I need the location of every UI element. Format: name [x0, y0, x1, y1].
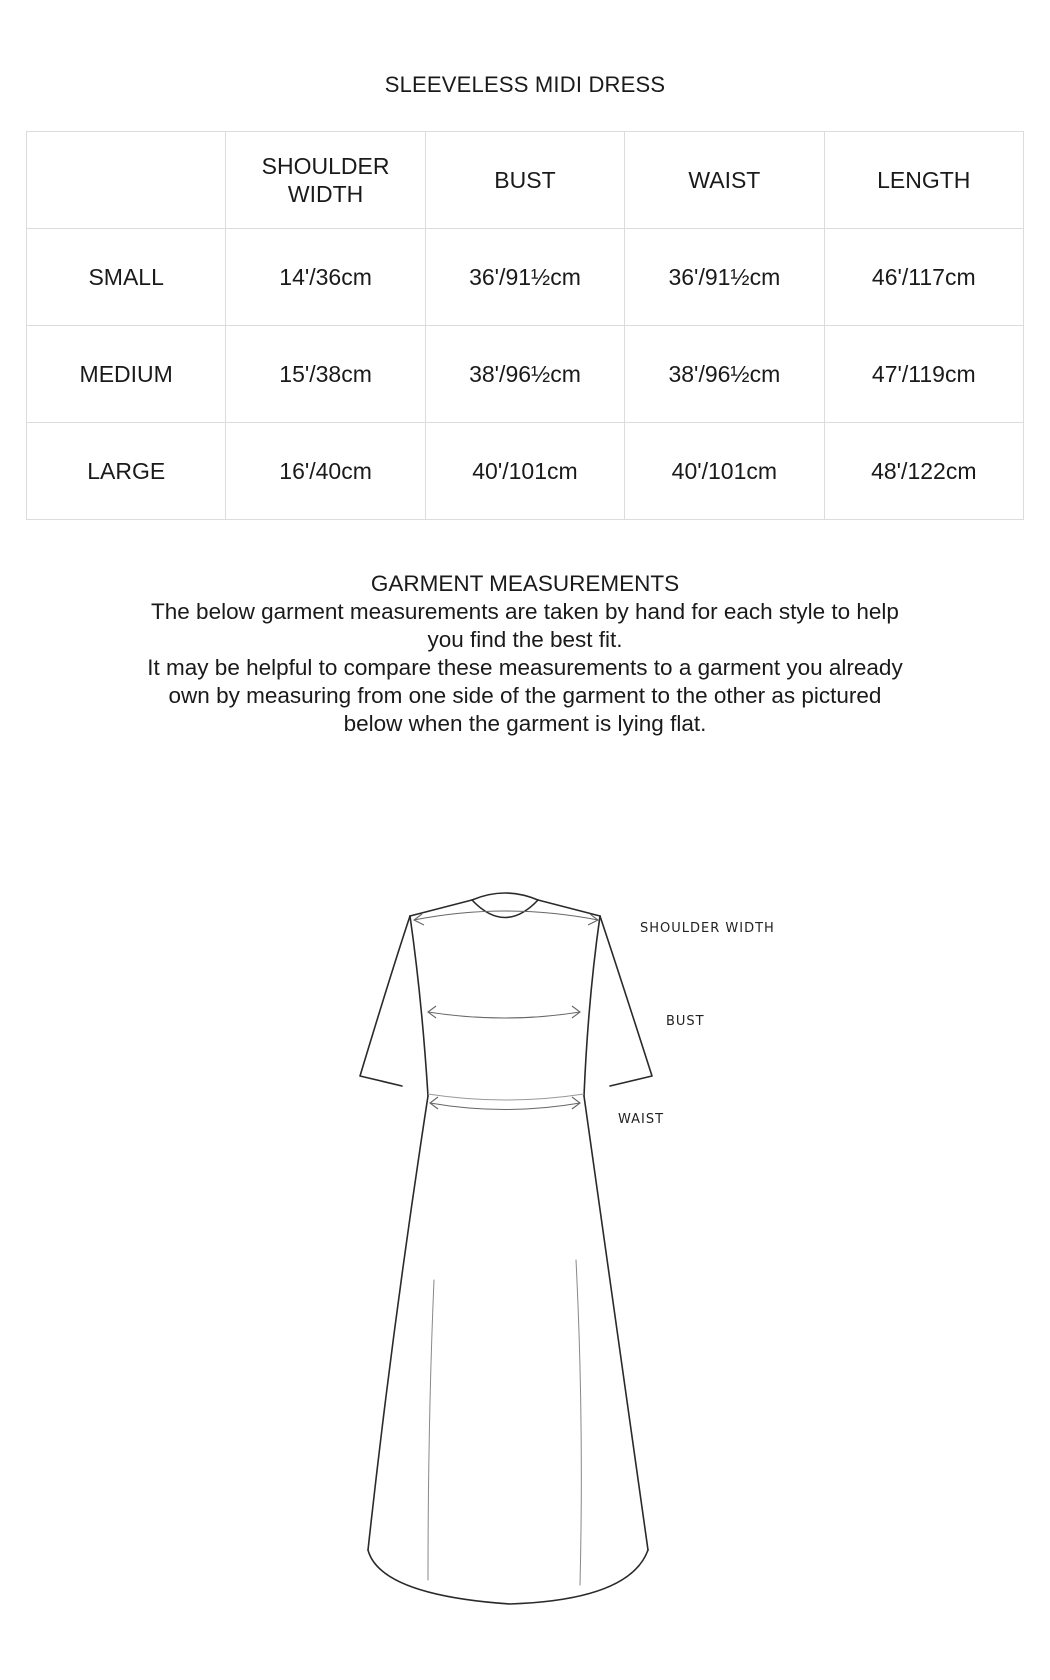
dress-shoulders — [410, 900, 600, 916]
length-value: 48'/122cm — [824, 423, 1023, 520]
bust-arrow — [428, 1012, 580, 1018]
waist-value: 36'/91½cm — [625, 229, 824, 326]
dress-bodice — [410, 916, 600, 1096]
bust-value: 36'/91½cm — [425, 229, 624, 326]
bust-value: 40'/101cm — [425, 423, 624, 520]
shoulder-width-value: 15'/38cm — [226, 326, 425, 423]
shoulder-width-label: SHOULDER WIDTH — [640, 921, 775, 936]
dress-skirt — [368, 1096, 648, 1550]
waist-arrow — [430, 1103, 580, 1110]
header-cell-length: LENGTH — [824, 132, 1023, 229]
table-row — [27, 229, 1024, 326]
garment-measurements-paragraph-2: It may be helpful to compare these measurements to a garment you already own by measuring from one side of the garment to the other as pictured below when the garment is lying flat. — [147, 655, 903, 736]
shoulder-width-arrow — [414, 911, 598, 920]
table-header-row — [27, 132, 1024, 229]
size-chart-table — [26, 131, 1024, 520]
size-label: SMALL — [27, 229, 226, 326]
table-row — [27, 326, 1024, 423]
bust-value: 38'/96½cm — [425, 326, 624, 423]
header-cell-shoulder-width: SHOULDER WIDTH — [226, 132, 425, 229]
table-row — [27, 423, 1024, 520]
garment-measurements-heading: GARMENT MEASUREMENTS — [370, 571, 680, 596]
waist-value: 38'/96½cm — [625, 326, 824, 423]
garment-measurements-info — [0, 570, 1050, 738]
shoulder-width-value: 16'/40cm — [226, 423, 425, 520]
header-cell-waist: WAIST — [625, 132, 824, 229]
dress-neckline — [472, 893, 538, 900]
dress-right-sleeve — [600, 916, 652, 1086]
header-cell-empty — [27, 132, 226, 229]
garment-measurements-paragraph-1: The below garment measurements are taken by hand for each style to help you find the best fit. — [151, 599, 899, 652]
waist-label: WAIST — [618, 1112, 665, 1127]
bust-label: BUST — [666, 1014, 705, 1029]
size-label: LARGE — [27, 423, 226, 520]
page-title: SLEEVELESS MIDI DRESS — [384, 72, 666, 97]
size-label: MEDIUM — [27, 326, 226, 423]
shoulder-width-value: 14'/36cm — [226, 229, 425, 326]
header-cell-bust: BUST — [425, 132, 624, 229]
length-value: 47'/119cm — [824, 326, 1023, 423]
dress-left-sleeve — [360, 916, 410, 1086]
waist-value: 40'/101cm — [625, 423, 824, 520]
dress-hem — [368, 1550, 648, 1604]
dress-line-drawing-icon — [340, 880, 780, 1620]
dress-diagram — [340, 880, 780, 1620]
length-value: 46'/117cm — [824, 229, 1023, 326]
